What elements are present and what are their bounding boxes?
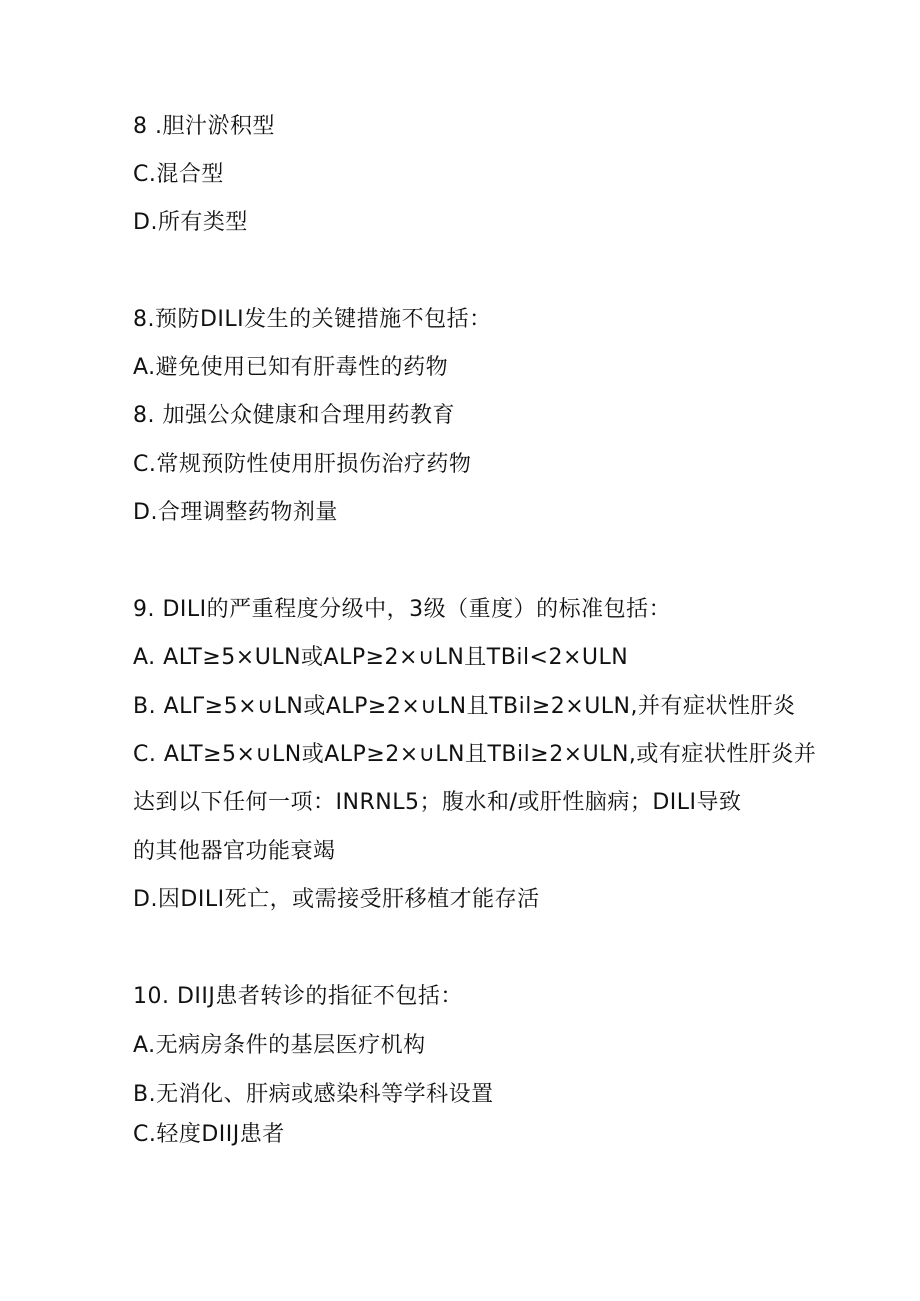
question-8-option-d: D.合理调整药物剂量 (133, 500, 338, 525)
option-c-mixed: C.混合型 (133, 162, 224, 187)
option-b-cholestatic: 8 .胆汁淤积型 (133, 114, 275, 139)
question-10-option-c: C.轻度DIIJ患者 (133, 1122, 285, 1147)
question-9-option-a: A. ALT≥5×ULN或ALP≥2×∪LN且TBil<2×ULN (133, 645, 629, 670)
question-9-option-c-line-1: C. ALT≥5×∪LN或ALP≥2×∪LN且TBil≥2×ULN,或有症状性肝炎并 (133, 742, 817, 767)
question-10-option-a: A.无病房条件的基层医疗机构 (133, 1033, 426, 1058)
question-8-option-a: A.避免使用已知有肝毒性的药物 (133, 355, 449, 380)
question-8-stem: 8.预防DILI发生的关键措施不包括： (133, 307, 492, 332)
question-9-option-d: D.因DILI死亡，或需接受肝移植才能存活 (133, 887, 540, 912)
question-10-stem: 10. DIIJ患者转诊的指征不包括： (133, 984, 463, 1009)
option-d-all-types: D.所有类型 (133, 210, 248, 235)
question-10-option-b: B.无消化、肝病或感染科等学科设置 (133, 1082, 494, 1107)
question-9-option-b: B. ALΓ≥5×∪LN或ALP≥2×∪LN且TBil≥2×ULN,并有症状性肝炎 (133, 694, 796, 719)
question-9-option-c-line-2: 达到以下任何一项：INRNL5；腹水和/或肝性脑病；DILI导致 (133, 790, 742, 815)
question-8-option-c: C.常规预防性使用肝损伤治疗药物 (133, 452, 472, 477)
question-8-option-b: 8. 加强公众健康和合理用药教育 (133, 403, 455, 428)
question-9-option-c-line-3: 的其他器官功能衰竭 (133, 839, 336, 864)
question-9-stem: 9. DILI的严重程度分级中，3级（重度）的标准包括： (133, 597, 672, 622)
